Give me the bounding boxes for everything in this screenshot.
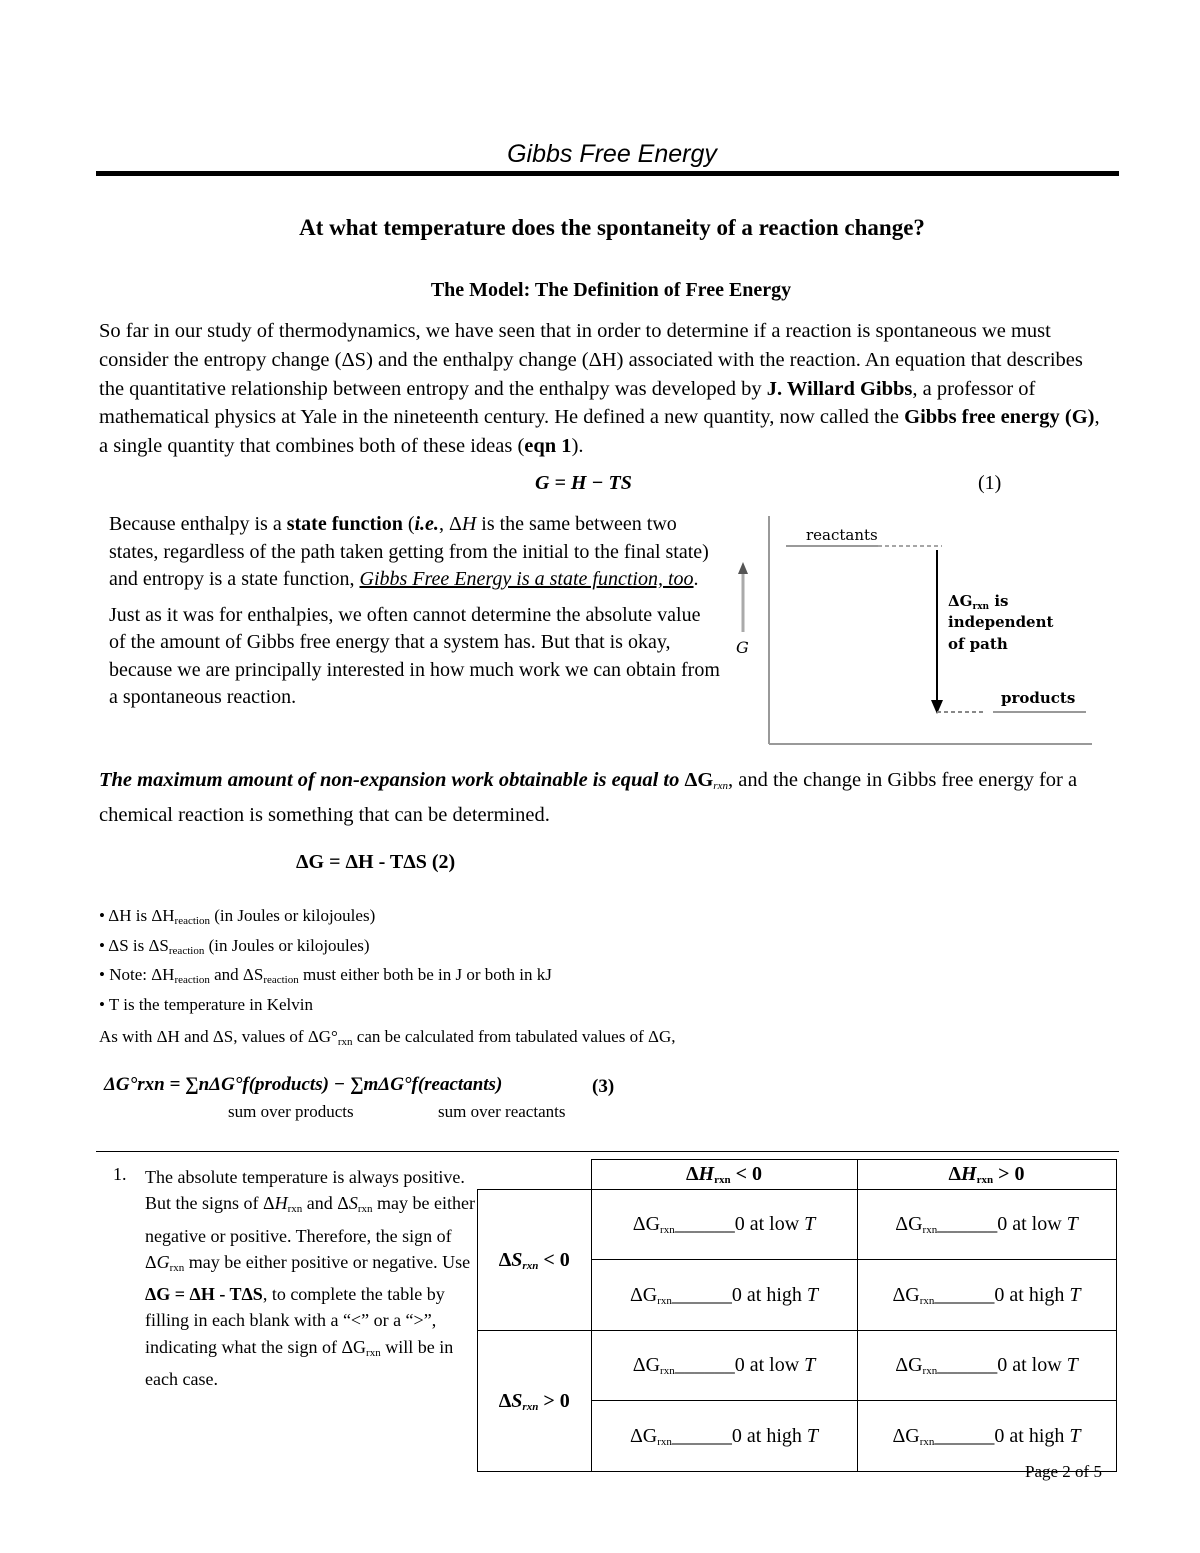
delta-g-line1: $\Delta G_{rxn}$ is	[948, 592, 1009, 612]
free-energy-diagram	[728, 512, 1098, 748]
row-header-s-positive: $\Delta S_{rxn} > 0$	[478, 1331, 592, 1472]
tabulated-values-sentence: As with ΔH and ΔS, values of $\Delta G^\circ_{rxn}$ can be calculated from tabulated values of ΔG,	[99, 1027, 676, 1048]
equation-2: ΔG = ΔH - TΔS (2)	[296, 851, 456, 873]
products-label: products	[1001, 689, 1076, 707]
table-cell[interactable]: $\Delta G_{rxn}\_\_\_\_\_\_0$ at high T	[591, 1260, 857, 1331]
list-item: • T is the temperature in Kelvin	[99, 993, 552, 1018]
row-header-s-negative: $\Delta S_{rxn} < 0$	[478, 1190, 592, 1331]
intro-paragraph: So far in our study of thermodynamics, we have seen that in order to determine if a reaction is spontaneous we must consider the entropy change (ΔS) and the enthalpy change (ΔH) associated with the reaction. An equation that describes the quantitative relationship between entropy and the enthalpy was developed by J. Willard Gibbs, a professor of mathematical physics at Yale in the nineteenth century. He defined a new quantity, now called the Gibbs free energy (G), a single quantity that combines both of these ideas (eqn 1).	[99, 320, 1100, 458]
header-rule	[96, 171, 1119, 176]
g-arrowhead	[738, 562, 748, 574]
table-cell[interactable]: $\Delta G_{rxn}\_\_\_\_\_\_0$ at low T	[591, 1331, 857, 1401]
col-header-h-positive: $\Delta H_{rxn} > 0$	[857, 1160, 1116, 1190]
list-item: • ΔS is $\Delta S_{reaction}$ (in Joules or kilojoules)	[99, 934, 552, 964]
table-cell[interactable]: $\Delta G_{rxn}\_\_\_\_\_\_0$ at high T	[857, 1401, 1116, 1472]
table-cell[interactable]: $\Delta G_{rxn}\_\_\_\_\_\_0$ at low T	[857, 1190, 1116, 1260]
delta-g-line3: of path	[948, 635, 1008, 653]
question-number: 1.	[113, 1164, 127, 1184]
equation-1-number: (1)	[978, 472, 1002, 494]
definitions-list	[99, 904, 552, 1017]
corner-cell	[478, 1160, 592, 1190]
table-cell[interactable]: $\Delta G_{rxn}\_\_\_\_\_\_0$ at high T	[591, 1401, 857, 1472]
list-item: • Note: $\Delta H_{reaction}$ and $\Delta S_{reaction}$ must either both be in J or both in kJ	[99, 963, 552, 993]
guiding-question: At what temperature does the spontaneity of a reaction change?	[299, 215, 925, 240]
gibbs-name: J. Willard Gibbs	[766, 377, 913, 400]
state-function-paragraph: Because enthalpy is a state function (i.e., ΔH is the same between two states, regardless of the path taken getting from the initial to the final state) and entropy is a state function, Gibbs Free Energy is a state function, too.	[109, 513, 709, 590]
section-rule	[96, 1151, 1119, 1152]
table-cell[interactable]: $\Delta G_{rxn}\_\_\_\_\_\_0$ at low T	[857, 1331, 1116, 1401]
list-item: • ΔH is $\Delta H_{reaction}$ (in Joules or kilojoules)	[99, 904, 552, 934]
sign-table	[477, 1159, 1117, 1472]
page-header-title: Gibbs Free Energy	[507, 140, 717, 168]
delta-g-line2: independent	[948, 613, 1054, 631]
g-axis-label: G	[736, 638, 749, 657]
gibbs-free-energy-term: Gibbs free energy (G)	[904, 406, 1095, 429]
sum-over-products-label: sum over products	[228, 1102, 354, 1121]
state-function-text	[109, 511, 721, 720]
page-number: Page 2 of 5	[1025, 1462, 1102, 1481]
model-title: The Model: The Definition of Free Energy	[430, 279, 792, 301]
equation-3-number: (3)	[592, 1076, 615, 1097]
absolute-value-paragraph: Just as it was for enthalpies, we often cannot determine the absolute value of the amount of Gibbs free energy that a system has. But that is okay, because we are principally interested in how much work we can obtain from a spontaneous reaction.	[109, 603, 720, 708]
equation-1: G = H − TS	[535, 472, 632, 494]
question-1-text: The absolute temperature is always positive. But the signs of $\Delta H_{rxn}$ and $\Delta S_{rxn}$ may be either negative or positive. Therefore, the sign of $\Delta G_{rxn}$ may be either positive or negative. Use ΔG = ΔH - TΔS, to complete the table by filling in each blank with a “<” or a “>”, indicating what the sign of $\Delta G_{rxn}$ will be in each case.	[145, 1167, 475, 1390]
table-cell[interactable]: $\Delta G_{rxn}\_\_\_\_\_\_0$ at low T	[591, 1190, 857, 1260]
equation-3: ΔG°rxn = ∑nΔG°f(products) − ∑mΔG°f(reactants)	[104, 1074, 503, 1095]
reactants-label: reactants	[806, 526, 878, 544]
sum-over-reactants-label: sum over reactants	[438, 1102, 566, 1121]
col-header-h-negative: $\Delta H_{rxn} < 0$	[591, 1160, 857, 1190]
table-cell[interactable]: $\Delta G_{rxn}\_\_\_\_\_\_0$ at high T	[857, 1260, 1116, 1331]
max-work-statement: The maximum amount of non-expansion work obtainable is equal to $\Delta G_{rxn}$, and the change in Gibbs free energy for a chemical reaction is something that can be determined.	[99, 769, 1078, 826]
